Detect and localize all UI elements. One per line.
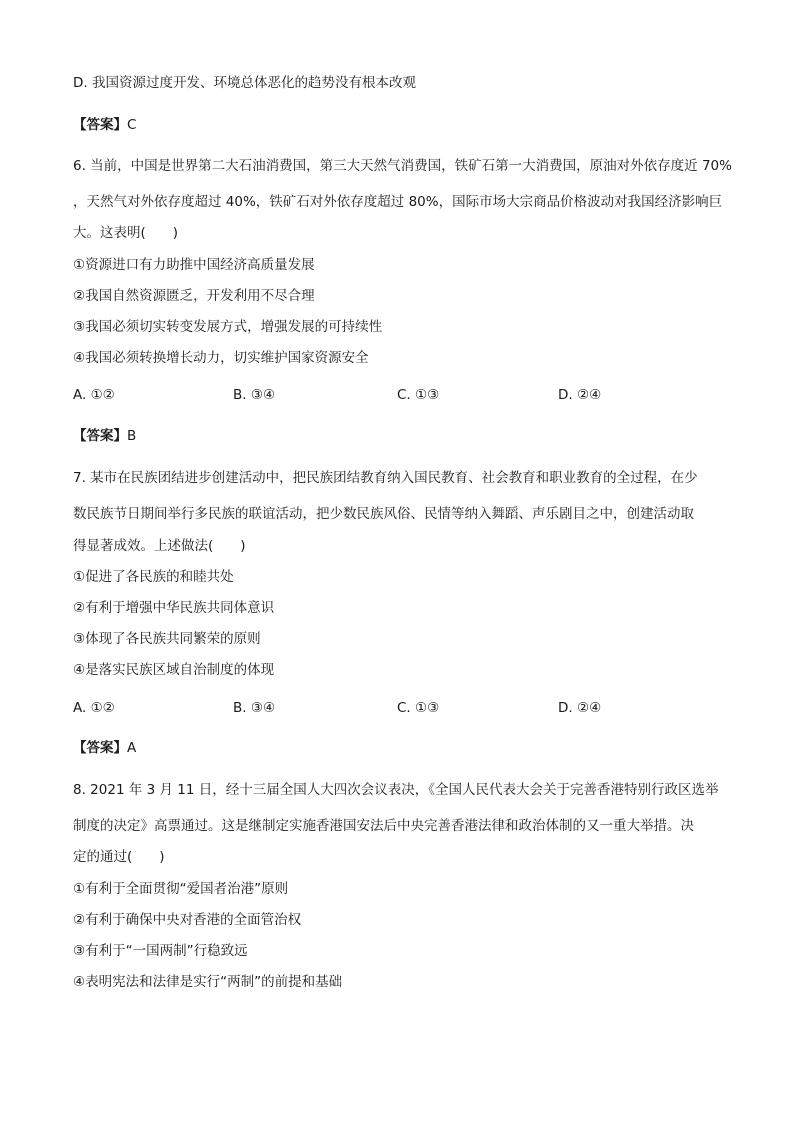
q7-stem-line-3: 得显著成效。上述做法( ): [73, 538, 246, 554]
q6-option-c: C. ①③: [397, 387, 440, 403]
q8-statement-3: ③有利于“一国两制”行稳致远: [73, 943, 248, 959]
q7-option-d: D. ②④: [558, 700, 602, 716]
q8-stem-line-3: 定的通过( ): [73, 849, 165, 865]
q7-stem-line-2: 数民族节日期间举行多民族的联谊活动，把少数民族风俗、民情等纳入舞蹈、声乐剧目之中，创建活动取: [73, 506, 694, 522]
answer-label: 【答案】: [73, 740, 127, 756]
answer-value: A: [127, 740, 137, 756]
q6-option-d: D. ②④: [558, 387, 602, 403]
q7-option-c: C. ①③: [397, 700, 440, 716]
q6-stem-line-3: 大。这表明( ): [73, 225, 179, 241]
prev-option-d: D. 我国资源过度开发、环境总体恶化的趋势没有根本改观: [73, 75, 416, 91]
answer-value: B: [127, 428, 137, 444]
q6-stem-line-2: ，天然气对外依存度超过 40%，铁矿石对外依存度超过 80%，国际市场大宗商品价格波动对我国经济影响巨: [73, 194, 723, 210]
q8-statement-4: ④表明宪法和法律是实行“两制”的前提和基础: [73, 974, 343, 990]
q8-stem-line-2: 制度的决定》高票通过。这是继制定实施香港国安法后中央完善香港法律和政治体制的又一重大举措。决: [73, 818, 694, 834]
q6-option-a: A. ①②: [73, 387, 115, 403]
q8-stem-line-1: 8. 2021 年 3 月 11 日，经十三届全国人大四次会议表决，《全国人民代表大会关于完善香港特别行政区选举: [73, 782, 719, 798]
answer-label: 【答案】: [73, 117, 127, 133]
q7-statement-2: ②有利于增强中华民族共同体意识: [73, 600, 275, 616]
q6-option-b: B. ③④: [233, 387, 276, 403]
q6-stem-line-1: 6. 当前，中国是世界第二大石油消费国，第三大天然气消费国，铁矿石第一大消费国，原油对外依存度近 70%: [73, 158, 732, 174]
answer-value: C: [127, 117, 137, 133]
q7-option-a: A. ①②: [73, 700, 115, 716]
q7-statement-3: ③体现了各民族共同繁荣的原则: [73, 631, 261, 647]
q6-statement-3: ③我国必须切实转变发展方式，增强发展的可持续性: [73, 319, 383, 335]
q8-statement-1: ①有利于全面贯彻“爱国者治港”原则: [73, 881, 289, 897]
q7-statement-1: ①促进了各民族的和睦共处: [73, 569, 234, 585]
q6-statement-2: ②我国自然资源匮乏，开发利用不尽合理: [73, 288, 315, 304]
answer-label: 【答案】: [73, 428, 127, 444]
q8-statement-2: ②有利于确保中央对香港的全面管治权: [73, 912, 302, 928]
q7-stem-line-1: 7. 某市在民族团结进步创建活动中，把民族团结教育纳入国民教育、社会教育和职业教育的全过程，在少: [73, 470, 698, 486]
q7-answer: [73, 739, 136, 757]
q7-statement-4: ④是落实民族区域自治制度的体现: [73, 662, 275, 678]
prev-answer: [73, 116, 136, 134]
q6-answer: [73, 427, 136, 445]
q6-statement-4: ④我国必须转换增长动力，切实维护国家资源安全: [73, 350, 369, 366]
q6-statement-1: ①资源进口有力助推中国经济高质量发展: [73, 257, 315, 273]
q7-option-b: B. ③④: [233, 700, 276, 716]
